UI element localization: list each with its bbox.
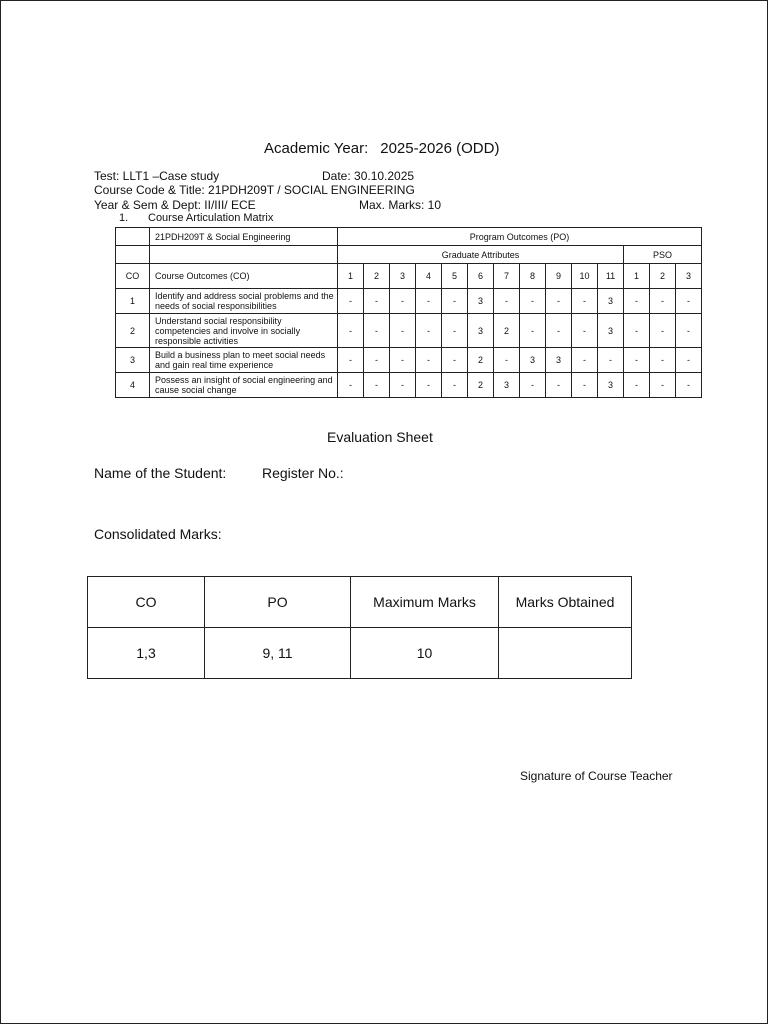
po-number: 10: [572, 264, 598, 289]
marks-maximum-value: 10: [351, 628, 499, 679]
po-value: -: [520, 373, 546, 398]
po-value: 3: [520, 348, 546, 373]
po-value: -: [546, 314, 572, 348]
matrix-course-title: 21PDH209T & Social Engineering: [150, 228, 338, 246]
po-value: -: [390, 348, 416, 373]
consolidated-marks-label: Consolidated Marks:: [94, 526, 222, 542]
marks-header-po: PO: [205, 577, 351, 628]
pso-value: -: [676, 314, 702, 348]
po-number: 6: [468, 264, 494, 289]
marks-table: [87, 576, 632, 679]
po-number: 1: [338, 264, 364, 289]
po-value: -: [442, 289, 468, 314]
pso-number: 2: [650, 264, 676, 289]
marks-header-co: CO: [88, 577, 205, 628]
po-value: -: [416, 348, 442, 373]
academic-year-value: 2025-2026 (ODD): [380, 140, 500, 157]
matrix-header-row: [116, 264, 702, 289]
po-value: -: [364, 289, 390, 314]
co-description: Build a business plan to meet social needs and gain real time experience: [150, 348, 338, 373]
matrix-title-row: [116, 228, 702, 246]
matrix-empty-cell: [150, 246, 338, 264]
matrix-row-co1: [116, 289, 702, 314]
po-number: 8: [520, 264, 546, 289]
po-value: -: [416, 314, 442, 348]
po-number: 5: [442, 264, 468, 289]
marks-header-maximum: Maximum Marks: [351, 577, 499, 628]
pso-value: -: [624, 348, 650, 373]
po-value: 3: [494, 373, 520, 398]
pso-value: -: [624, 314, 650, 348]
po-number: 9: [546, 264, 572, 289]
po-value: 3: [468, 314, 494, 348]
co-description: Understand social responsibility competencies and involve in socially responsible activities: [150, 314, 338, 348]
test-label: Test: LLT1 –Case study: [94, 169, 220, 183]
po-value: -: [520, 289, 546, 314]
matrix-row-co3: [116, 348, 702, 373]
student-name-label: Name of the Student:: [94, 465, 227, 481]
po-value: -: [338, 289, 364, 314]
po-value: -: [546, 373, 572, 398]
po-number: 11: [598, 264, 624, 289]
pso-value: -: [676, 373, 702, 398]
year-sem-dept: Year & Sem & Dept: II/III/ ECE: [94, 198, 256, 212]
matrix-corner-cell: [116, 228, 150, 246]
pso-value: -: [650, 348, 676, 373]
po-value: 3: [598, 373, 624, 398]
po-value: 2: [468, 348, 494, 373]
po-number: 7: [494, 264, 520, 289]
test-date: Date: 30.10.2025: [322, 169, 415, 183]
marks-co-value: 1,3: [88, 628, 205, 679]
matrix-attributes-row: [116, 246, 702, 264]
academic-year: [264, 140, 499, 157]
po-value: -: [390, 373, 416, 398]
evaluation-sheet-title: Evaluation Sheet: [327, 429, 433, 445]
marks-header-obtained: Marks Obtained: [499, 577, 632, 628]
po-value: -: [520, 314, 546, 348]
matrix-row-co2: [116, 314, 702, 348]
po-value: 2: [468, 373, 494, 398]
pso-value: -: [624, 289, 650, 314]
course-articulation-matrix: [115, 227, 702, 398]
po-value: 3: [546, 348, 572, 373]
po-value: -: [390, 289, 416, 314]
po-value: -: [364, 348, 390, 373]
co-number: 2: [116, 314, 150, 348]
po-value: 3: [598, 314, 624, 348]
matrix-pso-header: PSO: [624, 246, 702, 264]
po-value: -: [546, 289, 572, 314]
po-value: -: [338, 348, 364, 373]
po-value: -: [338, 314, 364, 348]
course-code-title: Course Code & Title: 21PDH209T / SOCIAL ENGINEERING: [94, 183, 415, 197]
po-number: 4: [416, 264, 442, 289]
pso-value: -: [650, 314, 676, 348]
marks-value-row: [88, 628, 632, 679]
po-value: -: [572, 314, 598, 348]
po-number: 3: [390, 264, 416, 289]
po-value: -: [442, 373, 468, 398]
marks-header-row: [88, 577, 632, 628]
pso-value: -: [650, 373, 676, 398]
po-value: 2: [494, 314, 520, 348]
matrix-co-desc-header: Course Outcomes (CO): [150, 264, 338, 289]
pso-value: -: [650, 289, 676, 314]
po-value: -: [390, 314, 416, 348]
po-value: -: [338, 373, 364, 398]
co-description: Identify and address social problems and the needs of social responsibilities: [150, 289, 338, 314]
matrix-row-co4: [116, 373, 702, 398]
pso-number: 1: [624, 264, 650, 289]
po-number: 2: [364, 264, 390, 289]
pso-number: 3: [676, 264, 702, 289]
section-title: Course Articulation Matrix: [148, 212, 274, 224]
po-value: 3: [468, 289, 494, 314]
marks-obtained-value[interactable]: [499, 628, 632, 679]
po-value: -: [364, 314, 390, 348]
co-number: 3: [116, 348, 150, 373]
co-description: Possess an insight of social engineering and cause social change: [150, 373, 338, 398]
matrix-graduate-attributes-header: Graduate Attributes: [338, 246, 624, 264]
pso-value: -: [676, 348, 702, 373]
po-value: 3: [598, 289, 624, 314]
po-value: -: [442, 314, 468, 348]
po-value: -: [572, 348, 598, 373]
section-number: 1.: [119, 212, 129, 224]
matrix-empty-cell: [116, 246, 150, 264]
po-value: -: [416, 373, 442, 398]
po-value: -: [494, 348, 520, 373]
po-value: -: [494, 289, 520, 314]
po-value: -: [572, 373, 598, 398]
co-number: 1: [116, 289, 150, 314]
po-value: -: [572, 289, 598, 314]
matrix-program-outcomes-header: Program Outcomes (PO): [338, 228, 702, 246]
matrix-co-header: CO: [116, 264, 150, 289]
register-no-label: Register No.:: [262, 465, 344, 481]
max-marks: Max. Marks: 10: [359, 198, 442, 212]
signature-label: Signature of Course Teacher: [520, 769, 673, 783]
po-value: -: [364, 373, 390, 398]
co-number: 4: [116, 373, 150, 398]
pso-value: -: [624, 373, 650, 398]
pso-value: -: [676, 289, 702, 314]
po-value: -: [598, 348, 624, 373]
po-value: -: [442, 348, 468, 373]
po-value: -: [416, 289, 442, 314]
marks-po-value: 9, 11: [205, 628, 351, 679]
academic-year-label: Academic Year:: [264, 140, 369, 157]
